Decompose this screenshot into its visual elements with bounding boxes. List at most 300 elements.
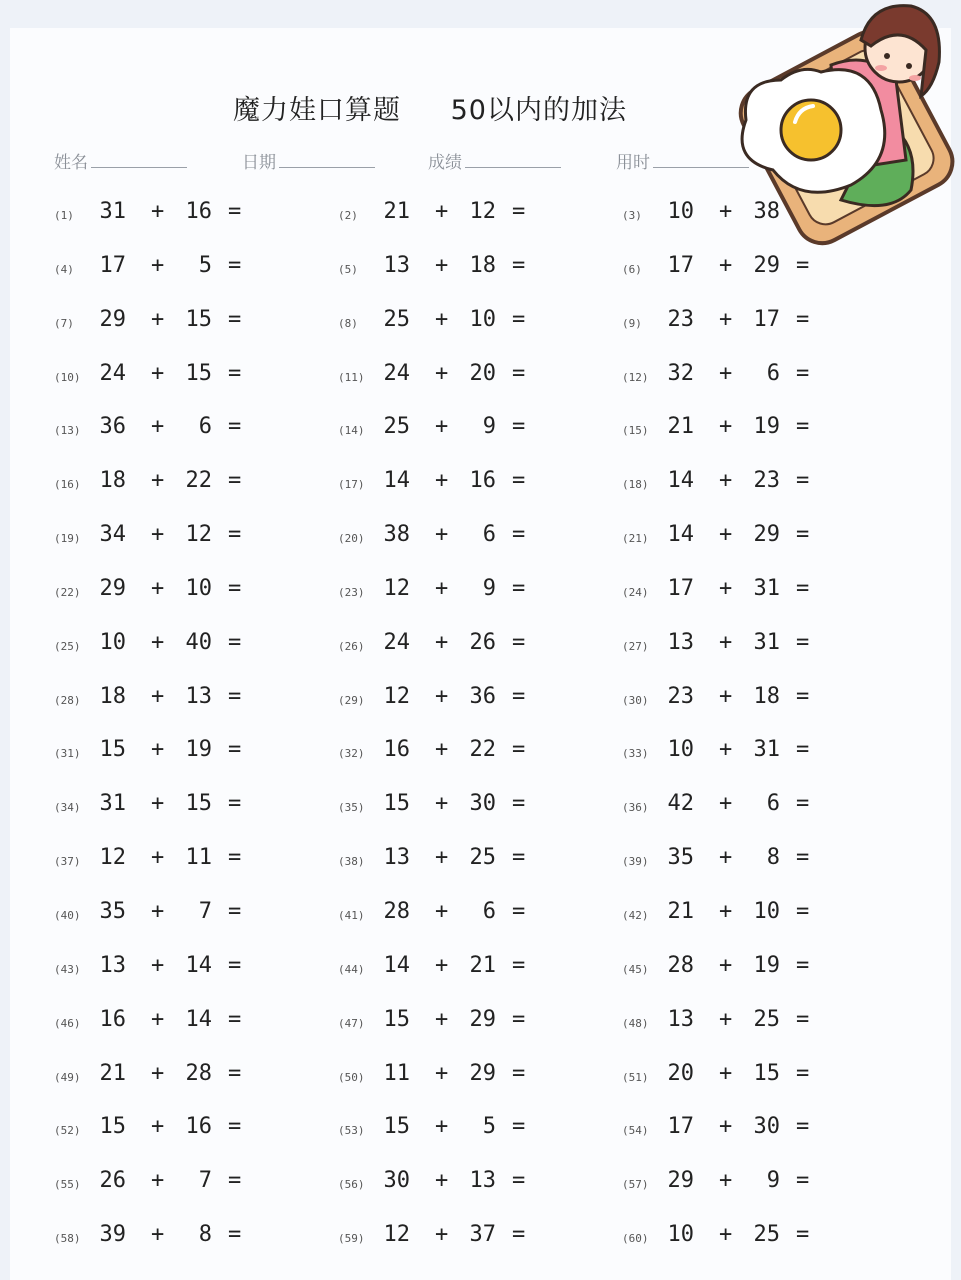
problem-number: (57)	[622, 1178, 649, 1192]
first-addend: 15	[383, 791, 410, 817]
problem-number: (24)	[622, 585, 649, 599]
plus-sign: +	[435, 575, 449, 601]
first-addend: 38	[383, 522, 410, 548]
second-addend: 19	[185, 737, 212, 763]
equals-sign: =	[228, 898, 242, 924]
plus-sign: +	[151, 845, 165, 871]
equals-sign: =	[512, 1222, 526, 1248]
second-addend: 13	[185, 683, 212, 709]
problem-row	[0, 567, 961, 621]
plus-sign: +	[151, 199, 165, 224]
plus-sign: +	[151, 1006, 165, 1032]
second-addend: 40	[185, 629, 212, 655]
equals-sign: =	[512, 629, 526, 655]
problem-number: (17)	[338, 478, 365, 492]
plus-sign: +	[435, 952, 449, 978]
second-addend: 29	[469, 1060, 496, 1086]
problem-number: (38)	[338, 855, 365, 869]
problem-number: (33)	[622, 747, 649, 761]
problem-number: (34)	[54, 801, 81, 815]
problem-number: (41)	[338, 908, 365, 922]
second-addend: 19	[753, 952, 780, 978]
first-addend: 21	[667, 898, 694, 924]
problem-row	[0, 998, 961, 1052]
equals-sign: =	[796, 791, 810, 817]
equals-sign: =	[228, 683, 242, 709]
plus-sign: +	[151, 952, 165, 978]
plus-sign: +	[719, 468, 733, 494]
problem-number: (50)	[338, 1070, 365, 1084]
plus-sign: +	[719, 1168, 733, 1194]
second-addend: 17	[753, 306, 780, 332]
plus-sign: +	[151, 360, 165, 386]
plus-sign: +	[719, 1222, 733, 1248]
equals-sign: =	[228, 306, 242, 332]
plus-sign: +	[435, 199, 449, 224]
plus-sign: +	[151, 629, 165, 655]
problem-number: (39)	[622, 855, 649, 869]
second-addend: 15	[185, 360, 212, 386]
problem-row	[0, 836, 961, 890]
plus-sign: +	[719, 1114, 733, 1140]
equals-sign: =	[512, 1114, 526, 1140]
score-label: 成绩	[428, 153, 462, 173]
plus-sign: +	[435, 1060, 449, 1086]
second-addend: 29	[753, 252, 780, 278]
second-addend: 16	[185, 199, 212, 224]
plus-sign: +	[151, 791, 165, 817]
problem-number: (23)	[338, 585, 365, 599]
time-label: 用时	[616, 153, 650, 173]
problem-row	[0, 1052, 961, 1106]
first-addend: 26	[99, 1168, 126, 1194]
equals-sign: =	[512, 360, 526, 386]
first-addend: 12	[383, 683, 410, 709]
score-blank[interactable]	[465, 151, 561, 168]
first-addend: 16	[99, 1006, 126, 1032]
plus-sign: +	[151, 522, 165, 548]
equals-sign: =	[796, 522, 810, 548]
problem-number: (20)	[338, 532, 365, 546]
second-addend: 8	[766, 845, 780, 871]
first-addend: 14	[383, 468, 410, 494]
problem-number: (9)	[622, 316, 642, 330]
plus-sign: +	[719, 1006, 733, 1032]
second-addend: 23	[753, 468, 780, 494]
second-addend: 8	[198, 1222, 212, 1248]
plus-sign: +	[151, 898, 165, 924]
problem-row	[0, 944, 961, 998]
equals-sign: =	[796, 1222, 810, 1248]
plus-sign: +	[435, 414, 449, 440]
date-label: 日期	[242, 153, 276, 173]
first-addend: 12	[383, 1222, 410, 1248]
first-addend: 23	[667, 683, 694, 709]
first-addend: 24	[99, 360, 126, 386]
problem-grid	[0, 190, 961, 1267]
problem-number: (37)	[54, 855, 81, 869]
first-addend: 21	[99, 1060, 126, 1086]
problem-number: (8)	[338, 316, 358, 330]
plus-sign: +	[151, 252, 165, 278]
plus-sign: +	[719, 737, 733, 763]
second-addend: 21	[469, 952, 496, 978]
problem-number: (35)	[338, 801, 365, 815]
problem-row	[0, 352, 961, 406]
second-addend: 14	[185, 1006, 212, 1032]
problem-number: (48)	[622, 1016, 649, 1030]
first-addend: 35	[99, 898, 126, 924]
second-addend: 36	[469, 683, 496, 709]
problem-row	[0, 513, 961, 567]
first-addend: 17	[667, 1114, 694, 1140]
second-addend: 29	[753, 522, 780, 548]
plus-sign: +	[151, 1168, 165, 1194]
first-addend: 20	[667, 1060, 694, 1086]
second-addend: 25	[753, 1222, 780, 1248]
name-blank[interactable]	[91, 151, 187, 168]
problem-number: (12)	[622, 370, 649, 384]
equals-sign: =	[512, 575, 526, 601]
first-addend: 21	[667, 414, 694, 440]
equals-sign: =	[228, 629, 242, 655]
first-addend: 34	[99, 522, 126, 548]
problem-row	[0, 1105, 961, 1159]
equals-sign: =	[512, 737, 526, 763]
equals-sign: =	[512, 952, 526, 978]
second-addend: 25	[753, 1006, 780, 1032]
problem-number: (22)	[54, 585, 81, 599]
equals-sign: =	[228, 252, 242, 278]
first-addend: 30	[383, 1168, 410, 1194]
worksheet-title: 魔力娃口算题	[233, 95, 402, 126]
first-addend: 13	[383, 845, 410, 871]
plus-sign: +	[719, 845, 733, 871]
equals-sign: =	[796, 306, 810, 332]
equals-sign: =	[228, 1060, 242, 1086]
first-addend: 29	[99, 306, 126, 332]
second-addend: 29	[469, 1006, 496, 1032]
equals-sign: =	[796, 360, 810, 386]
second-addend: 28	[185, 1060, 212, 1086]
problem-number: (21)	[622, 532, 649, 546]
second-addend: 15	[753, 1060, 780, 1086]
second-addend: 26	[469, 629, 496, 655]
plus-sign: +	[435, 1006, 449, 1032]
equals-sign: =	[228, 952, 242, 978]
problem-number: (16)	[54, 478, 81, 492]
second-addend: 11	[185, 845, 212, 871]
problem-number: (58)	[54, 1232, 81, 1246]
first-addend: 25	[383, 306, 410, 332]
plus-sign: +	[719, 1060, 733, 1086]
plus-sign: +	[435, 306, 449, 332]
problem-number: (14)	[338, 424, 365, 438]
first-addend: 31	[99, 199, 126, 224]
first-addend: 13	[383, 252, 410, 278]
plus-sign: +	[719, 575, 733, 601]
plus-sign: +	[435, 737, 449, 763]
plus-sign: +	[435, 683, 449, 709]
problem-number: (55)	[54, 1178, 81, 1192]
problem-number: (2)	[338, 209, 358, 222]
problem-number: (40)	[54, 908, 81, 922]
second-addend: 6	[198, 414, 212, 440]
score-field[interactable]	[428, 148, 561, 173]
second-addend: 12	[469, 199, 496, 224]
problem-number: (46)	[54, 1016, 81, 1030]
problem-number: (60)	[622, 1232, 649, 1246]
problem-number: (30)	[622, 693, 649, 707]
problem-number: (52)	[54, 1124, 81, 1138]
first-addend: 24	[383, 629, 410, 655]
problem-row	[0, 782, 961, 836]
problem-row	[0, 675, 961, 729]
name-label: 姓名	[54, 153, 88, 173]
second-addend: 10	[185, 575, 212, 601]
second-addend: 18	[469, 252, 496, 278]
equals-sign: =	[228, 575, 242, 601]
second-addend: 22	[185, 468, 212, 494]
equals-sign: =	[796, 1006, 810, 1032]
plus-sign: +	[435, 252, 449, 278]
first-addend: 17	[667, 252, 694, 278]
second-addend: 15	[185, 306, 212, 332]
plus-sign: +	[719, 683, 733, 709]
second-addend: 31	[753, 629, 780, 655]
first-addend: 21	[383, 199, 410, 224]
plus-sign: +	[719, 898, 733, 924]
date-field[interactable]	[242, 148, 375, 173]
plus-sign: +	[435, 1168, 449, 1194]
date-blank[interactable]	[279, 151, 375, 168]
problem-number: (5)	[338, 262, 358, 276]
problem-number: (26)	[338, 639, 365, 653]
problem-number: (25)	[54, 639, 81, 653]
problem-number: (44)	[338, 962, 365, 976]
first-addend: 18	[99, 683, 126, 709]
first-addend: 18	[99, 468, 126, 494]
first-addend: 14	[667, 468, 694, 494]
equals-sign: =	[796, 737, 810, 763]
plus-sign: +	[151, 468, 165, 494]
second-addend: 5	[482, 1114, 496, 1140]
equals-sign: =	[228, 199, 242, 224]
second-addend: 9	[482, 414, 496, 440]
first-addend: 10	[99, 629, 126, 655]
second-addend: 37	[469, 1222, 496, 1248]
second-addend: 14	[185, 952, 212, 978]
problem-row	[0, 621, 961, 675]
problem-number: (43)	[54, 962, 81, 976]
plus-sign: +	[719, 414, 733, 440]
first-addend: 16	[383, 737, 410, 763]
equals-sign: =	[512, 252, 526, 278]
equals-sign: =	[512, 306, 526, 332]
equals-sign: =	[796, 845, 810, 871]
problem-number: (3)	[622, 209, 642, 222]
plus-sign: +	[435, 468, 449, 494]
plus-sign: +	[435, 629, 449, 655]
problem-number: (4)	[54, 262, 74, 276]
first-addend: 14	[667, 522, 694, 548]
plus-sign: +	[435, 360, 449, 386]
name-field[interactable]	[54, 148, 187, 173]
first-addend: 13	[667, 1006, 694, 1032]
second-addend: 10	[753, 898, 780, 924]
equals-sign: =	[512, 683, 526, 709]
plus-sign: +	[435, 1114, 449, 1140]
equals-sign: =	[512, 1168, 526, 1194]
problem-row	[0, 1213, 961, 1267]
first-addend: 15	[99, 1114, 126, 1140]
equals-sign: =	[228, 791, 242, 817]
equals-sign: =	[512, 845, 526, 871]
second-addend: 31	[753, 575, 780, 601]
second-addend: 9	[766, 1168, 780, 1194]
problem-number: (49)	[54, 1070, 81, 1084]
equals-sign: =	[228, 360, 242, 386]
first-addend: 35	[667, 845, 694, 871]
first-addend: 39	[99, 1222, 126, 1248]
plus-sign: +	[435, 845, 449, 871]
plus-sign: +	[151, 1114, 165, 1140]
first-addend: 28	[667, 952, 694, 978]
plus-sign: +	[719, 252, 733, 278]
second-addend: 20	[469, 360, 496, 386]
first-addend: 10	[667, 737, 694, 763]
problem-number: (54)	[622, 1124, 649, 1138]
plus-sign: +	[151, 414, 165, 440]
problem-number: (6)	[622, 262, 642, 276]
first-addend: 31	[99, 791, 126, 817]
problem-number: (1)	[54, 209, 74, 222]
second-addend: 6	[766, 791, 780, 817]
equals-sign: =	[796, 468, 810, 494]
problem-number: (53)	[338, 1124, 365, 1138]
equals-sign: =	[228, 414, 242, 440]
equals-sign: =	[512, 1060, 526, 1086]
equals-sign: =	[512, 199, 526, 224]
plus-sign: +	[435, 898, 449, 924]
first-addend: 11	[383, 1060, 410, 1086]
equals-sign: =	[796, 629, 810, 655]
plus-sign: +	[719, 199, 733, 224]
first-addend: 42	[667, 791, 694, 817]
problem-row	[0, 244, 961, 298]
first-addend: 32	[667, 360, 694, 386]
problem-number: (31)	[54, 747, 81, 761]
problem-row	[0, 1159, 961, 1213]
first-addend: 15	[383, 1006, 410, 1032]
plus-sign: +	[719, 952, 733, 978]
second-addend: 16	[185, 1114, 212, 1140]
plus-sign: +	[435, 791, 449, 817]
plus-sign: +	[719, 791, 733, 817]
first-addend: 12	[383, 575, 410, 601]
girl-egg-toast-illustration	[721, 0, 961, 250]
equals-sign: =	[228, 1006, 242, 1032]
first-addend: 15	[383, 1114, 410, 1140]
equals-sign: =	[228, 1168, 242, 1194]
problem-number: (27)	[622, 639, 649, 653]
plus-sign: +	[719, 360, 733, 386]
problem-number: (11)	[338, 370, 365, 384]
second-addend: 10	[469, 306, 496, 332]
first-addend: 29	[99, 575, 126, 601]
plus-sign: +	[151, 737, 165, 763]
equals-sign: =	[796, 952, 810, 978]
plus-sign: +	[719, 522, 733, 548]
equals-sign: =	[228, 845, 242, 871]
plus-sign: +	[151, 1060, 165, 1086]
second-addend: 25	[469, 845, 496, 871]
problem-number: (18)	[622, 478, 649, 492]
problem-row	[0, 728, 961, 782]
problem-row	[0, 405, 961, 459]
second-addend: 22	[469, 737, 496, 763]
plus-sign: +	[435, 522, 449, 548]
equals-sign: =	[228, 1114, 242, 1140]
equals-sign: =	[228, 1222, 242, 1248]
worksheet-subtitle: 50以内的加法	[450, 95, 627, 126]
first-addend: 24	[383, 360, 410, 386]
equals-sign: =	[512, 522, 526, 548]
equals-sign: =	[228, 522, 242, 548]
first-addend: 17	[667, 575, 694, 601]
first-addend: 10	[667, 199, 694, 224]
first-addend: 29	[667, 1168, 694, 1194]
plus-sign: +	[151, 683, 165, 709]
second-addend: 38	[753, 199, 780, 224]
problem-number: (56)	[338, 1178, 365, 1192]
second-addend: 19	[753, 414, 780, 440]
first-addend: 14	[383, 952, 410, 978]
problem-number: (13)	[54, 424, 81, 438]
problem-row	[0, 890, 961, 944]
problem-number: (10)	[54, 370, 81, 384]
equals-sign: =	[796, 414, 810, 440]
problem-number: (42)	[622, 908, 649, 922]
plus-sign: +	[151, 306, 165, 332]
problem-number: (36)	[622, 801, 649, 815]
second-addend: 18	[753, 683, 780, 709]
problem-number: (15)	[622, 424, 649, 438]
first-addend: 28	[383, 898, 410, 924]
problem-number: (45)	[622, 962, 649, 976]
first-addend: 36	[99, 414, 126, 440]
second-addend: 15	[185, 791, 212, 817]
second-addend: 31	[753, 737, 780, 763]
second-addend: 7	[198, 898, 212, 924]
problem-number: (28)	[54, 693, 81, 707]
plus-sign: +	[151, 575, 165, 601]
second-addend: 6	[482, 898, 496, 924]
problem-number: (29)	[338, 693, 365, 707]
second-addend: 6	[766, 360, 780, 386]
plus-sign: +	[151, 1222, 165, 1248]
first-addend: 23	[667, 306, 694, 332]
equals-sign: =	[512, 468, 526, 494]
second-addend: 9	[482, 575, 496, 601]
first-addend: 13	[99, 952, 126, 978]
second-addend: 30	[469, 791, 496, 817]
problem-number: (7)	[54, 316, 74, 330]
problem-number: (32)	[338, 747, 365, 761]
equals-sign: =	[796, 1060, 810, 1086]
second-addend: 16	[469, 468, 496, 494]
second-addend: 12	[185, 522, 212, 548]
